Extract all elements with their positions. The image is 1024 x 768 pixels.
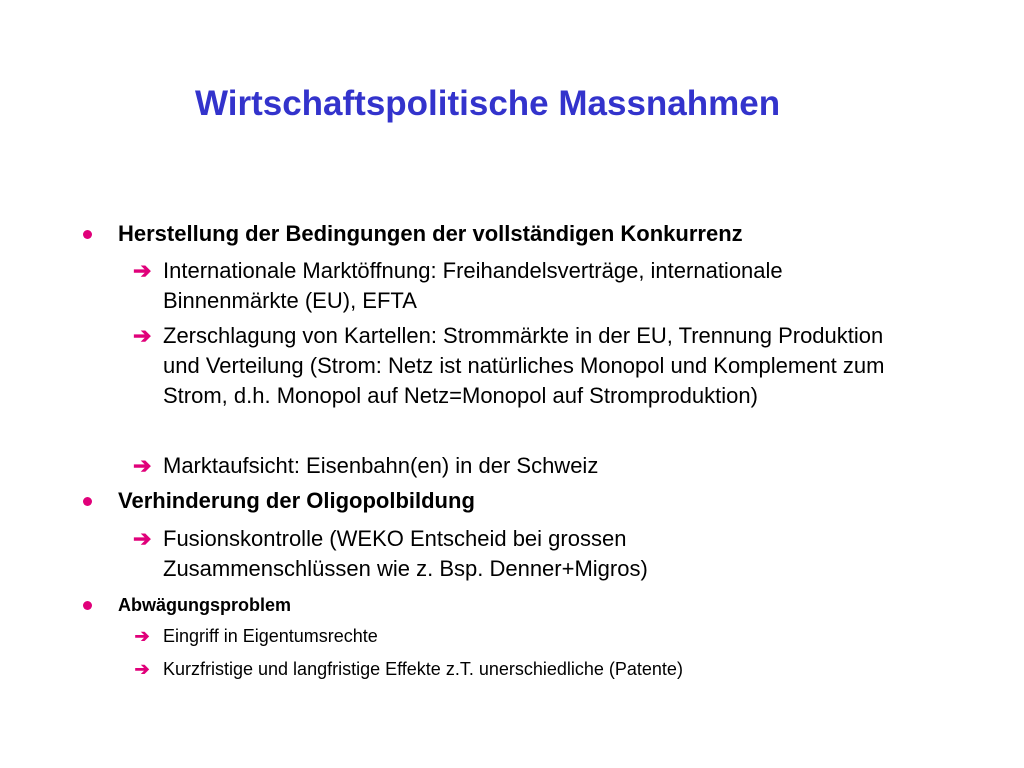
right-arrow-icon: ➔ xyxy=(133,323,152,348)
right-arrow-icon: ➔ xyxy=(134,626,150,646)
bullet-item xyxy=(118,486,475,516)
sub-bullet-text: Kurzfristige und langfristige Effekte z.T. unerschiedliche (Patente) xyxy=(163,659,683,679)
bullet-dot-icon xyxy=(83,497,92,506)
sub-bullet-text: Eingriff in Eigentumsrechte xyxy=(163,626,378,646)
sub-bullet-text: Marktaufsicht: Eisenbahn(en) in der Schweiz xyxy=(163,453,599,478)
bullet-item xyxy=(118,593,291,617)
bullet-text: Abwägungsproblem xyxy=(118,595,292,615)
right-arrow-icon: ➔ xyxy=(133,526,152,551)
sub-bullet-item xyxy=(133,451,923,481)
right-arrow-icon: ➔ xyxy=(133,258,152,283)
sub-bullet-text: Fusionskontrolle (WEKO Entscheid bei grossen Zusammenschlüssen wie z. Bsp. Denner+Migros) xyxy=(163,526,648,581)
slide-title: Wirtschaftspolitische Massnahmen xyxy=(195,84,781,123)
sub-bullet-item xyxy=(134,624,923,648)
right-arrow-icon: ➔ xyxy=(133,453,152,478)
sub-bullet-item xyxy=(133,524,763,584)
bullet-text: Herstellung der Bedingungen der vollständigen Konkurrenz xyxy=(118,221,743,246)
bullet-text: Verhinderung der Oligopolbildung xyxy=(118,488,475,513)
sub-bullet-text: Internationale Marktöffnung: Freihandelsverträge, internationale Binnenmärkte (EU), EFTA xyxy=(163,258,783,313)
sub-bullet-item xyxy=(133,321,923,411)
sub-bullet-text: Zerschlagung von Kartellen: Strommärkte in der EU, Trennung Produktion und Verteilung (Strom: Netz ist natürliches Monopol und Komplement zum Strom, d.h. Monopol auf Netz=Monopol auf Stromproduktion) xyxy=(163,323,885,408)
bullet-dot-icon xyxy=(83,230,92,239)
sub-bullet-item xyxy=(134,657,923,681)
bullet-dot-icon xyxy=(83,601,92,610)
right-arrow-icon: ➔ xyxy=(134,659,150,679)
sub-bullet-item xyxy=(133,256,923,316)
bullet-item xyxy=(118,219,743,249)
